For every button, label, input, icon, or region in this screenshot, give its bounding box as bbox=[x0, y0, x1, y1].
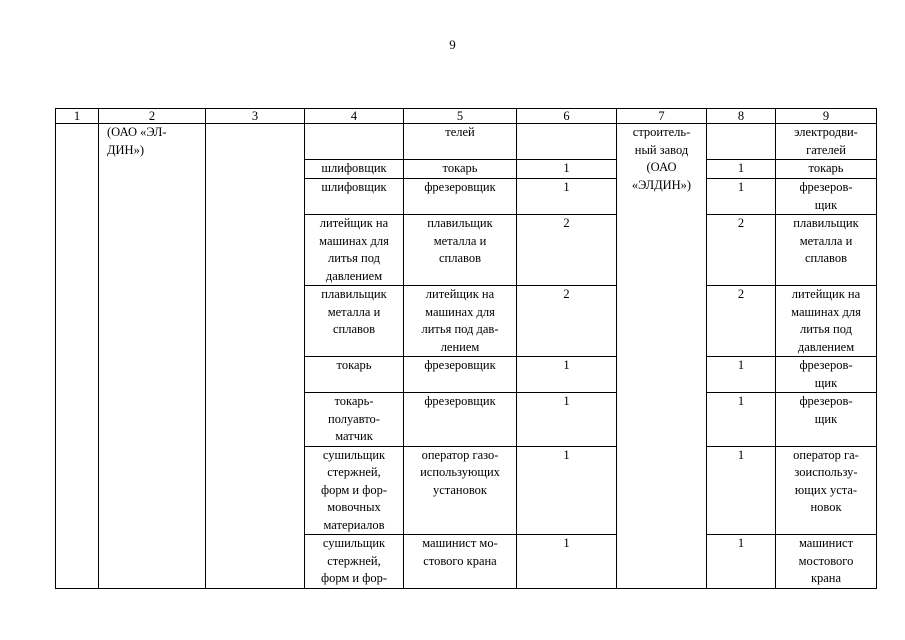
table-cell: фрезеров- щик bbox=[776, 393, 877, 447]
table-cell: оператор га- зоиспользу- ющих уста- новок bbox=[776, 446, 877, 535]
column-header: 7 bbox=[617, 109, 707, 124]
table-cell: литейщик на машинах для литья под давлением bbox=[776, 286, 877, 357]
table-cell: 1 bbox=[517, 446, 617, 535]
table-cell: фрезеровщик bbox=[404, 393, 517, 447]
table-cell: сушильщик стержней, форм и фор- мовочных материалов bbox=[305, 446, 404, 535]
table-cell: 2 bbox=[707, 286, 776, 357]
table-cell: шлифовщик bbox=[305, 160, 404, 179]
table-cell: сушильщик стержней, форм и фор- bbox=[305, 535, 404, 589]
table-cell: 1 bbox=[517, 357, 617, 393]
table-cell: 1 bbox=[707, 535, 776, 589]
table-cell: 1 bbox=[517, 179, 617, 215]
table-cell: 1 bbox=[517, 535, 617, 589]
table-cell: шлифовщик bbox=[305, 179, 404, 215]
table-cell: машинист мо- стового крана bbox=[404, 535, 517, 589]
table-cell: литейщик на машинах для литья под давлением bbox=[305, 215, 404, 286]
table-cell: 2 bbox=[517, 215, 617, 286]
column-header: 2 bbox=[99, 109, 206, 124]
column-header: 5 bbox=[404, 109, 517, 124]
column-header: 8 bbox=[707, 109, 776, 124]
column-header: 3 bbox=[206, 109, 305, 124]
table-cell: плавильщик металла и сплавов bbox=[404, 215, 517, 286]
table-cell bbox=[707, 124, 776, 160]
table-cell: машинист мостового крана bbox=[776, 535, 877, 589]
plant-cell: строитель- ный завод (ОАО «ЭЛДИН») bbox=[617, 124, 707, 589]
table-cell: фрезеровщик bbox=[404, 179, 517, 215]
document-table bbox=[55, 108, 877, 589]
table-cell: 1 bbox=[707, 160, 776, 179]
table-cell: электродви- гателей bbox=[776, 124, 877, 160]
table-cell: оператор газо- использующих установок bbox=[404, 446, 517, 535]
table-cell: токарь bbox=[404, 160, 517, 179]
table-cell: токарь bbox=[305, 357, 404, 393]
table-cell bbox=[305, 124, 404, 160]
table-cell: токарь bbox=[776, 160, 877, 179]
table-cell: фрезеров- щик bbox=[776, 179, 877, 215]
table-cell: токарь- полуавто- матчик bbox=[305, 393, 404, 447]
table-header-row bbox=[56, 109, 877, 124]
col1-cell bbox=[56, 124, 99, 589]
table-cell: 1 bbox=[707, 446, 776, 535]
column-header: 9 bbox=[776, 109, 877, 124]
column-header: 1 bbox=[56, 109, 99, 124]
column-header: 4 bbox=[305, 109, 404, 124]
table-cell: телей bbox=[404, 124, 517, 160]
column-header: 6 bbox=[517, 109, 617, 124]
table-cell: плавильщик металла и сплавов bbox=[305, 286, 404, 357]
table-cell: 2 bbox=[517, 286, 617, 357]
table-cell: литейщик на машинах для литья под дав- лением bbox=[404, 286, 517, 357]
table-cell: фрезеров- щик bbox=[776, 357, 877, 393]
table-cell: фрезеровщик bbox=[404, 357, 517, 393]
table-cell: 1 bbox=[707, 357, 776, 393]
table-row bbox=[56, 124, 877, 160]
col3-cell bbox=[206, 124, 305, 589]
table-cell: 1 bbox=[707, 179, 776, 215]
table-cell: плавильщик металла и сплавов bbox=[776, 215, 877, 286]
table-cell bbox=[517, 124, 617, 160]
organization-cell: (ОАО «ЭЛ- ДИН») bbox=[99, 124, 206, 589]
table-cell: 1 bbox=[517, 160, 617, 179]
table-cell: 1 bbox=[707, 393, 776, 447]
page-number: 9 bbox=[449, 37, 456, 52]
table-cell: 2 bbox=[707, 215, 776, 286]
table-cell: 1 bbox=[517, 393, 617, 447]
